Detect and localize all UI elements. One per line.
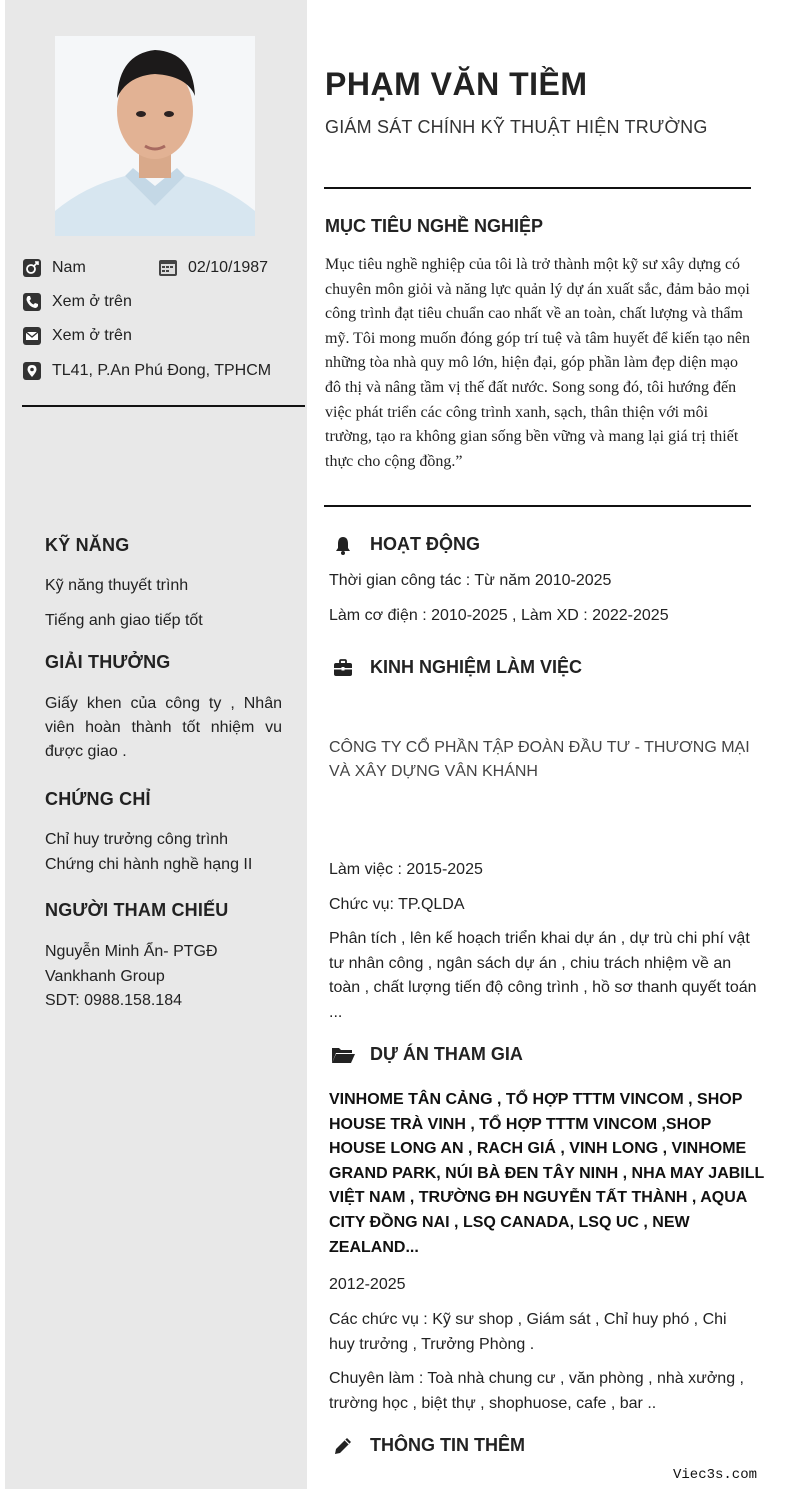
full-name: PHẠM VĂN TIỀM <box>325 66 588 102</box>
work-period: Làm việc : 2015-2025 <box>329 861 483 878</box>
address-text: TL41, P.An Phú Đong, TPHCM <box>52 362 272 379</box>
project-roles: Các chức vụ : Kỹ sư shop , Giám sát , Chỉ huy phó , Chi huy trưởng , Trưởng Phòng . <box>329 1311 727 1353</box>
folder-icon <box>330 1044 352 1066</box>
email-row <box>22 325 132 347</box>
project-specialty: Chuyên làm : Toà nhà chung cư , văn phòng , nhà xưởng , trường học , biệt thự , shophuose, cafe , bar .. <box>329 1370 744 1412</box>
birthday-row <box>158 257 268 279</box>
awards-title: GIẢI THƯỞNG <box>45 652 171 672</box>
work-description: Phân tích , lên kế hoạch triển khai dự án , dự trù chi phí vật tư nhân công , ngân sách dự án , chiu trách nhiệm về an toàn , chất lượng tiến độ công trình , hồ sơ thanh quyết toán ... <box>329 930 757 1021</box>
reference-line: Nguyễn Minh Ẩn- PTGĐ <box>45 943 218 960</box>
gender-icon <box>22 258 42 278</box>
objective-title: MỤC TIÊU NGHỀ NGHIỆP <box>325 216 544 236</box>
pencil-icon <box>332 1435 354 1457</box>
gender-text: Nam <box>52 259 86 276</box>
reference-title: NGƯỜI THAM CHIẾU <box>45 900 229 920</box>
project-names: VINHOME TÂN CẢNG , TỔ HỢP TTTM VINCOM , SHOP HOUSE TRÀ VINH , TỔ HỢP TTTM VINCOM ,SHOP HOUSE LONG AN , RACH GIÁ , VINH LONG , VINHOME GRAND PARK, NÚI BÀ ĐEN TÂY NINH , NHA MAY JABILL VIỆT NAM , TRƯỜNG ĐH NGUYỄN TẤT THÀNH , AQUA CITY ĐỒNG NAI , LSQ CANADA, LSQ UC , NEW ZEALAND... <box>329 1091 764 1256</box>
skill-item: Kỹ năng thuyết trình <box>45 577 189 594</box>
certificate-item: Chứng chi hành nghề hạng II <box>45 856 253 873</box>
location-pin-icon <box>22 361 42 381</box>
work-position: Chức vụ: TP.QLDA <box>329 896 465 913</box>
email-text: Xem ở trên <box>52 327 132 344</box>
projects-title: DỰ ÁN THAM GIA <box>370 1044 523 1064</box>
email-icon <box>22 326 42 346</box>
company-name: CÔNG TY CỔ PHẦN TẬP ĐOÀN ĐẦU TƯ - THƯƠNG MẠI VÀ XÂY DỰNG VÂN KHÁNH <box>329 739 750 780</box>
certificate-item: Chỉ huy trưởng công trình <box>45 831 229 848</box>
objective-text: Mục tiêu nghề nghiệp của tôi là trở thành một kỹ sư xây dựng có chuyên môn giỏi và năng lực quản lý dự án xuất sắc, đảm bảo mọi công trình đạt tiêu chuẩn cao nhất về an toàn, chất lượng và thẩm mỹ. Tôi mong muốn đóng góp trí tuệ và tâm huyết để kiến tạo nên những tòa nhà quy mô lớn, hiện đại, góp phần làm đẹp diện mạo đô thị và nâng tầm vị thế đất nước. Song song đó, tôi hướng đến việc phát triển các công trình xanh, sạch, thân thiện với môi trường, tạo ra không gian sống bền vững và mang lại giá trị thiết thực cho cộng đồng.” <box>325 256 750 470</box>
activities-title: HOẠT ĐỘNG <box>370 534 480 554</box>
watermark: Viec3s.com <box>673 1467 758 1483</box>
address-row <box>22 360 271 382</box>
skills-title: KỸ NĂNG <box>45 535 130 555</box>
calendar-icon <box>158 258 178 278</box>
gender-row <box>22 257 86 279</box>
activity-line: Làm cơ điện : 2010-2025 , Làm XD : 2022-2025 <box>329 607 669 624</box>
birthday-text: 02/10/1987 <box>188 259 269 276</box>
phone-row <box>22 291 132 313</box>
experience-title: KINH NGHIỆM LÀM VIỆC <box>370 657 583 677</box>
bell-icon <box>332 534 354 556</box>
extra-info-title: THÔNG TIN THÊM <box>370 1435 525 1455</box>
job-title: GIÁM SÁT CHÍNH KỸ THUẬT HIỆN TRƯỜNG <box>325 117 708 137</box>
skill-item: Tiếng anh giao tiếp tốt <box>45 612 203 629</box>
profile-photo <box>55 36 255 236</box>
project-period: 2012-2025 <box>329 1276 406 1293</box>
sidebar-divider <box>22 405 305 407</box>
awards-text: Giấy khen của công ty , Nhân viên hoàn thành tốt nhiệm vu được giao . <box>45 695 282 760</box>
header-divider <box>324 187 751 189</box>
objective-divider <box>324 505 751 507</box>
phone-text: Xem ở trên <box>52 293 132 310</box>
activity-line: Thời gian công tác : Từ năm 2010-2025 <box>329 572 612 589</box>
phone-icon <box>22 292 42 312</box>
reference-line: Vankhanh Group <box>45 968 165 985</box>
reference-line: SDT: 0988.158.184 <box>45 992 182 1009</box>
briefcase-icon <box>332 657 354 679</box>
certificates-title: CHỨNG CHỈ <box>45 789 151 809</box>
